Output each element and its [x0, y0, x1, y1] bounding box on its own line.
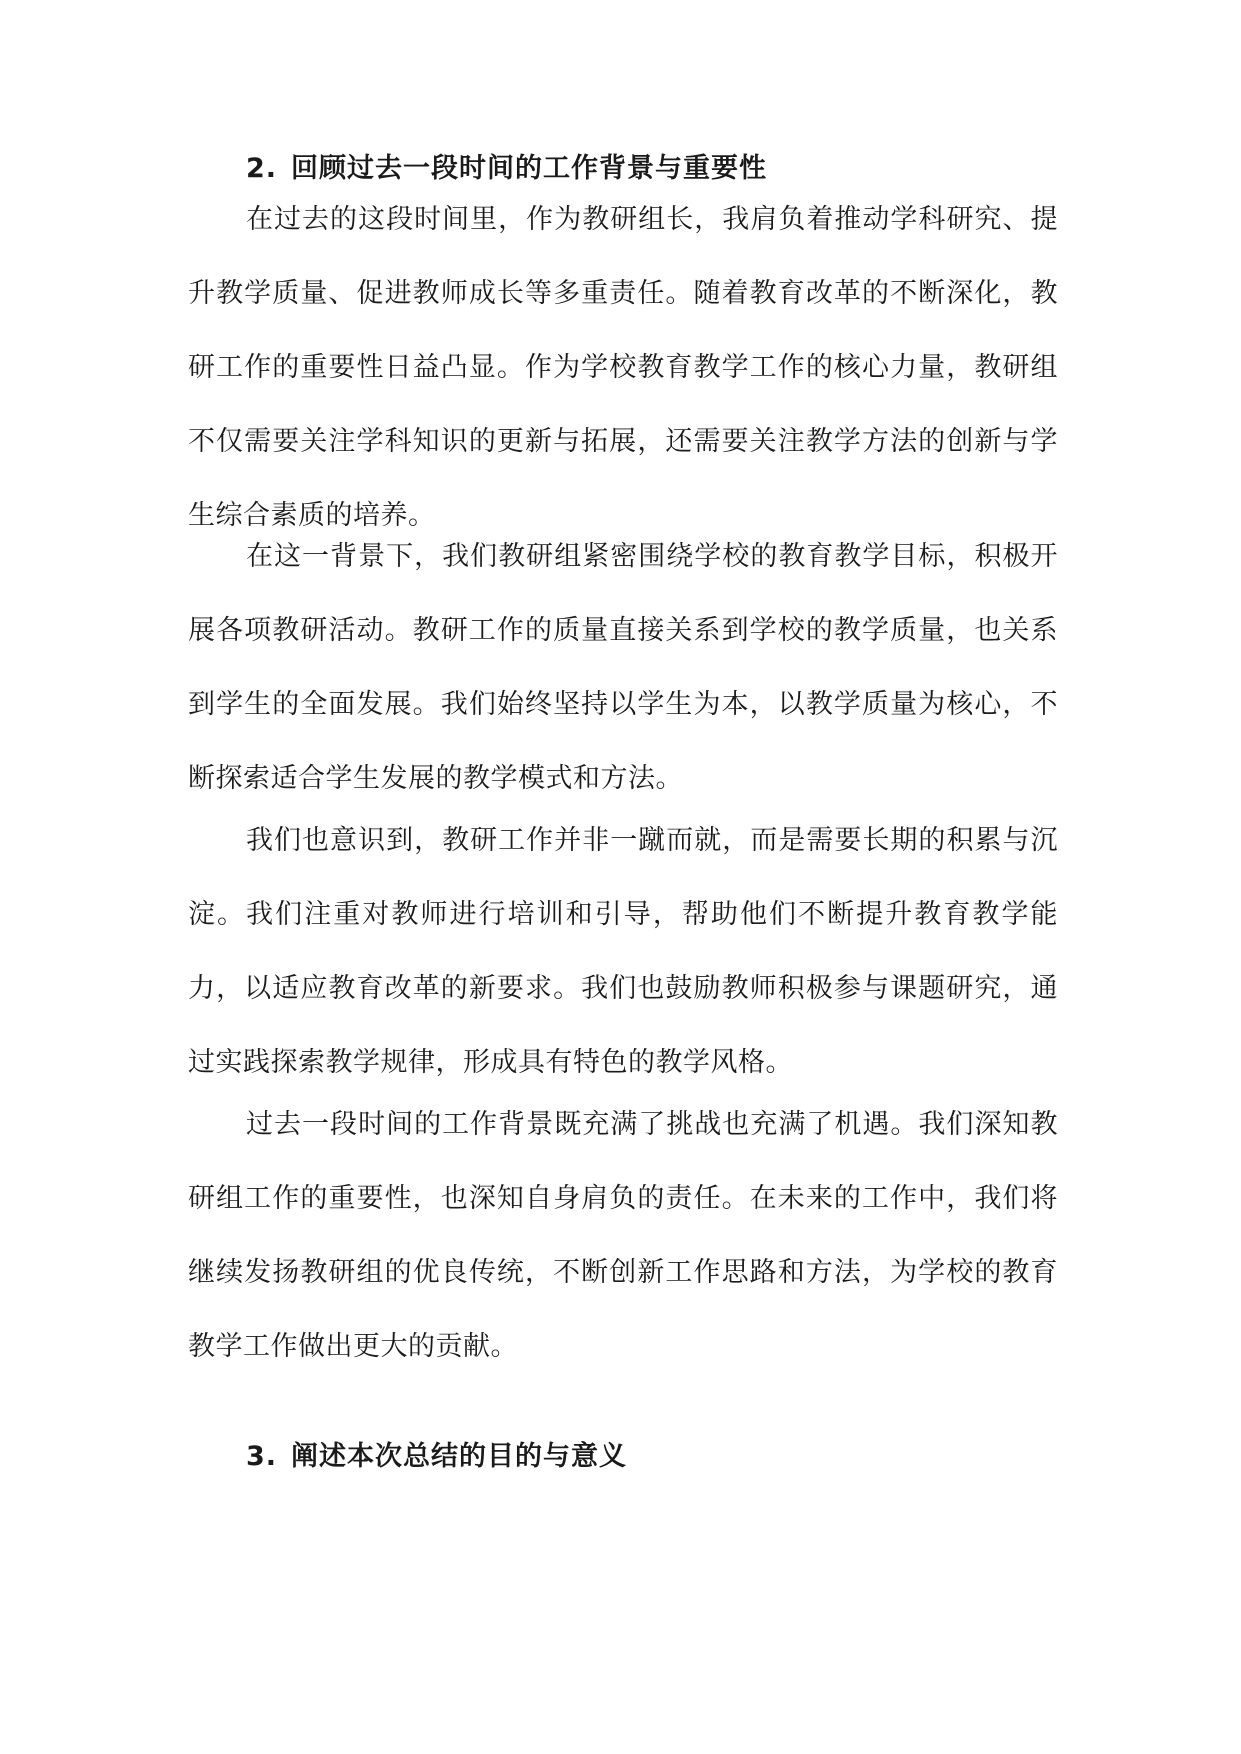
paragraph-2: 在这一背景下，我们教研组紧密围绕学校的教育教学目标，积极开展各项教研活动。教研工作的质量直接关系到学校的教学质量，也关系到学生的全面发展。我们始终坚持以学生为本，以教学质量为核心，不断探索适合学生发展的教学模式和方法。	[188, 541, 1058, 794]
section-number: 3.	[246, 1441, 278, 1472]
section-heading-2	[246, 152, 767, 186]
paragraph-3: 我们也意识到，教研工作并非一蹴而就，而是需要长期的积累与沉淀。我们注重对教师进行培训和引导，帮助他们不断提升教育教学能力，以适应教育改革的新要求。我们也鼓励教师积极参与课题研究，通过实践探索教学规律，形成具有特色的教学风格。	[188, 825, 1058, 1078]
paragraph-1: 在过去的这段时间里，作为教研组长，我肩负着推动学科研究、提升教学质量、促进教师成长等多重责任。随着教育改革的不断深化，教研工作的重要性日益凸显。作为学校教育教学工作的核心力量，教研组不仅需要关注学科知识的更新与拓展，还需要关注教学方法的创新与学生综合素质的培养。	[188, 204, 1058, 531]
section-number: 2.	[246, 153, 278, 184]
paragraph-4: 过去一段时间的工作背景既充满了挑战也充满了机遇。我们深知教研组工作的重要性，也深知自身肩负的责任。在未来的工作中，我们将继续发扬教研组的优良传统，不断创新工作思路和方法，为学校的教育教学工作做出更大的贡献。	[188, 1109, 1058, 1362]
section-heading-3	[246, 1440, 627, 1474]
section-title: 回顾过去一段时间的工作背景与重要性	[291, 153, 767, 184]
section-title: 阐述本次总结的目的与意义	[291, 1441, 627, 1472]
